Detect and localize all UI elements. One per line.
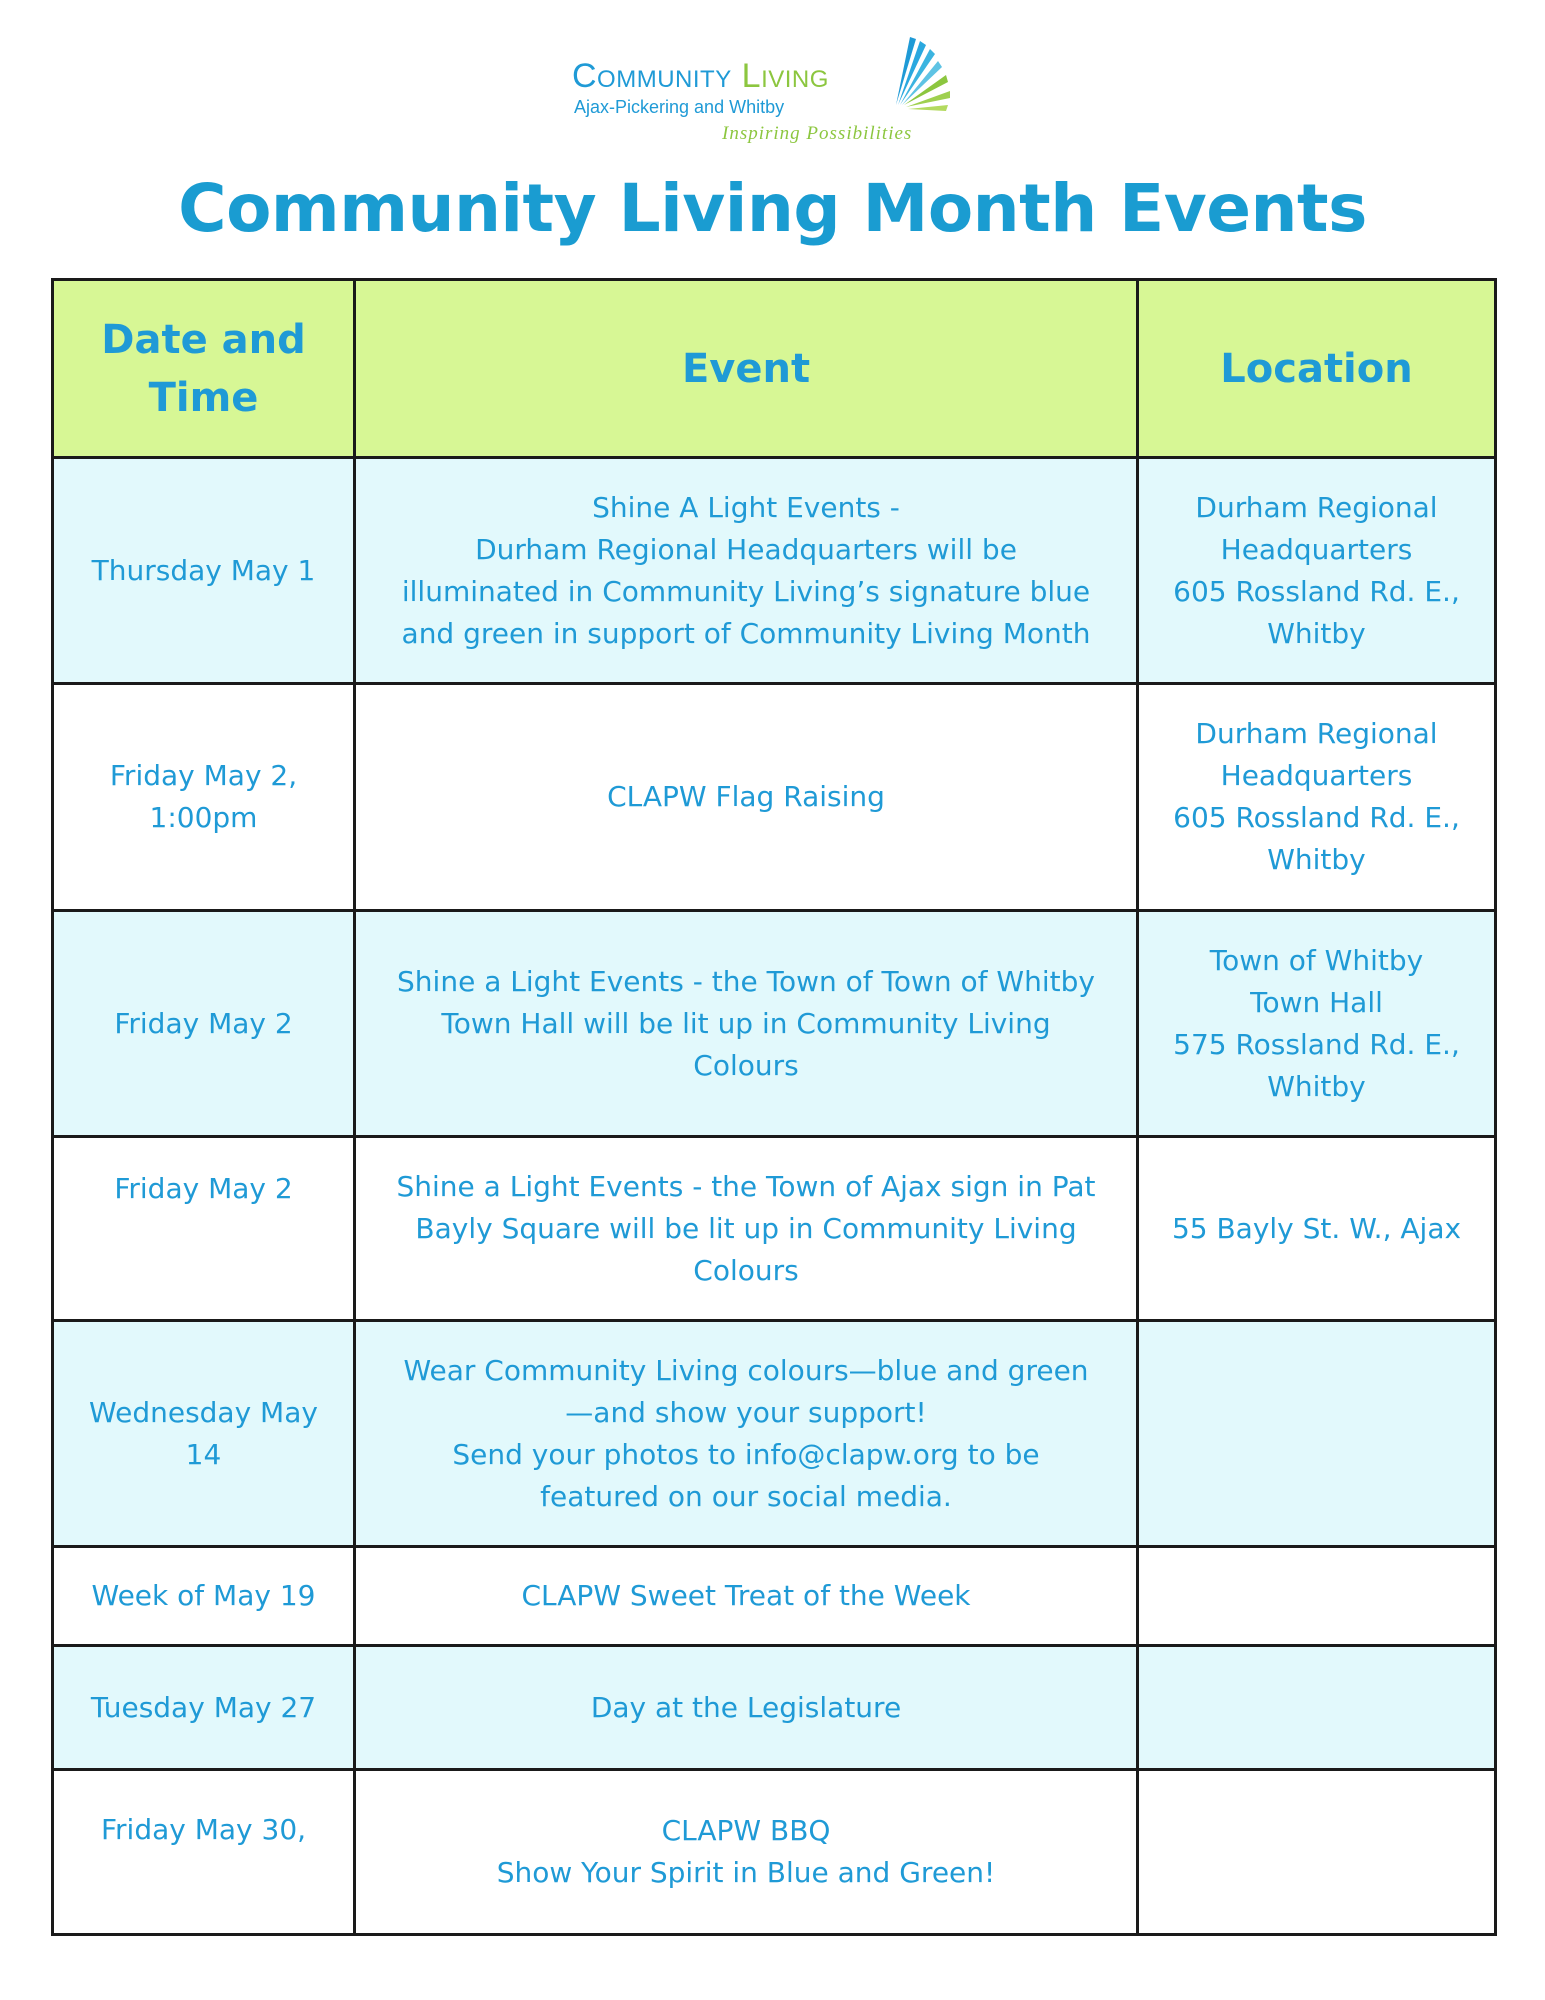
- event-cell: Wear Community Living colours—blue and green —and show your support! Send your photos to info@clapw.org to be featured on our social media.: [355, 1321, 1138, 1547]
- location-cell: Town of Whitby Town Hall 575 Rossland Rd. E., Whitby: [1138, 911, 1496, 1137]
- logo-subtitle: Ajax-Pickering and Whitby: [574, 97, 785, 117]
- location-cell: Durham Regional Headquarters 605 Rossland Rd. E., Whitby: [1138, 684, 1496, 911]
- location-cell: [1138, 1321, 1496, 1547]
- date-cell: Week of May 19: [53, 1547, 355, 1646]
- table-row: [53, 458, 1496, 684]
- event-cell: Shine a Light Events - the Town of Town of Whitby Town Hall will be lit up in Community Living Colours: [355, 911, 1138, 1137]
- table-row: [53, 1321, 1496, 1547]
- events-table: [51, 278, 1497, 1936]
- table-row: [53, 1770, 1496, 1935]
- header-event: Event: [355, 280, 1138, 458]
- event-cell: Shine A Light Events - Durham Regional Headquarters will be illuminated in Community Living’s signature blue and green in support of Community Living Month: [355, 458, 1138, 684]
- date-cell: Friday May 2: [53, 911, 355, 1137]
- date-cell: Friday May 2, 1:00pm: [53, 684, 355, 911]
- table-row: [53, 1547, 1496, 1646]
- date-cell: Friday May 30,: [53, 1770, 355, 1935]
- date-cell: Friday May 2: [53, 1137, 355, 1321]
- location-cell: [1138, 1547, 1496, 1646]
- page-title: Community Living Month Events: [178, 170, 1367, 247]
- date-cell: Wednesday May 14: [53, 1321, 355, 1547]
- event-cell: Shine a Light Events - the Town of Ajax sign in Pat Bayly Square will be lit up in Community Living Colours: [355, 1137, 1138, 1321]
- location-cell: [1138, 1770, 1496, 1935]
- date-cell: Tuesday May 27: [53, 1646, 355, 1770]
- logo-name: Community Living: [572, 57, 829, 95]
- date-cell: Thursday May 1: [53, 458, 355, 684]
- event-cell: CLAPW Flag Raising: [355, 684, 1138, 911]
- table-row: [53, 1646, 1496, 1770]
- logo: [572, 35, 952, 155]
- logo-tagline: Inspiring Possibilities: [722, 123, 913, 144]
- location-cell: 55 Bayly St. W., Ajax: [1138, 1137, 1496, 1321]
- table-row: [53, 1137, 1496, 1321]
- table-row: [53, 911, 1496, 1137]
- location-cell: Durham Regional Headquarters 605 Rossland Rd. E., Whitby: [1138, 458, 1496, 684]
- event-cell: CLAPW Sweet Treat of the Week: [355, 1547, 1138, 1646]
- table-row: [53, 684, 1496, 911]
- sunburst-icon: [890, 35, 954, 115]
- location-cell: [1138, 1646, 1496, 1770]
- header-location: Location: [1138, 280, 1496, 458]
- event-cell: Day at the Legislature: [355, 1646, 1138, 1770]
- header-date-and-time: Date and Time: [53, 280, 355, 458]
- event-cell: CLAPW BBQ Show Your Spirit in Blue and Green!: [355, 1770, 1138, 1935]
- table-header-row: [53, 280, 1496, 458]
